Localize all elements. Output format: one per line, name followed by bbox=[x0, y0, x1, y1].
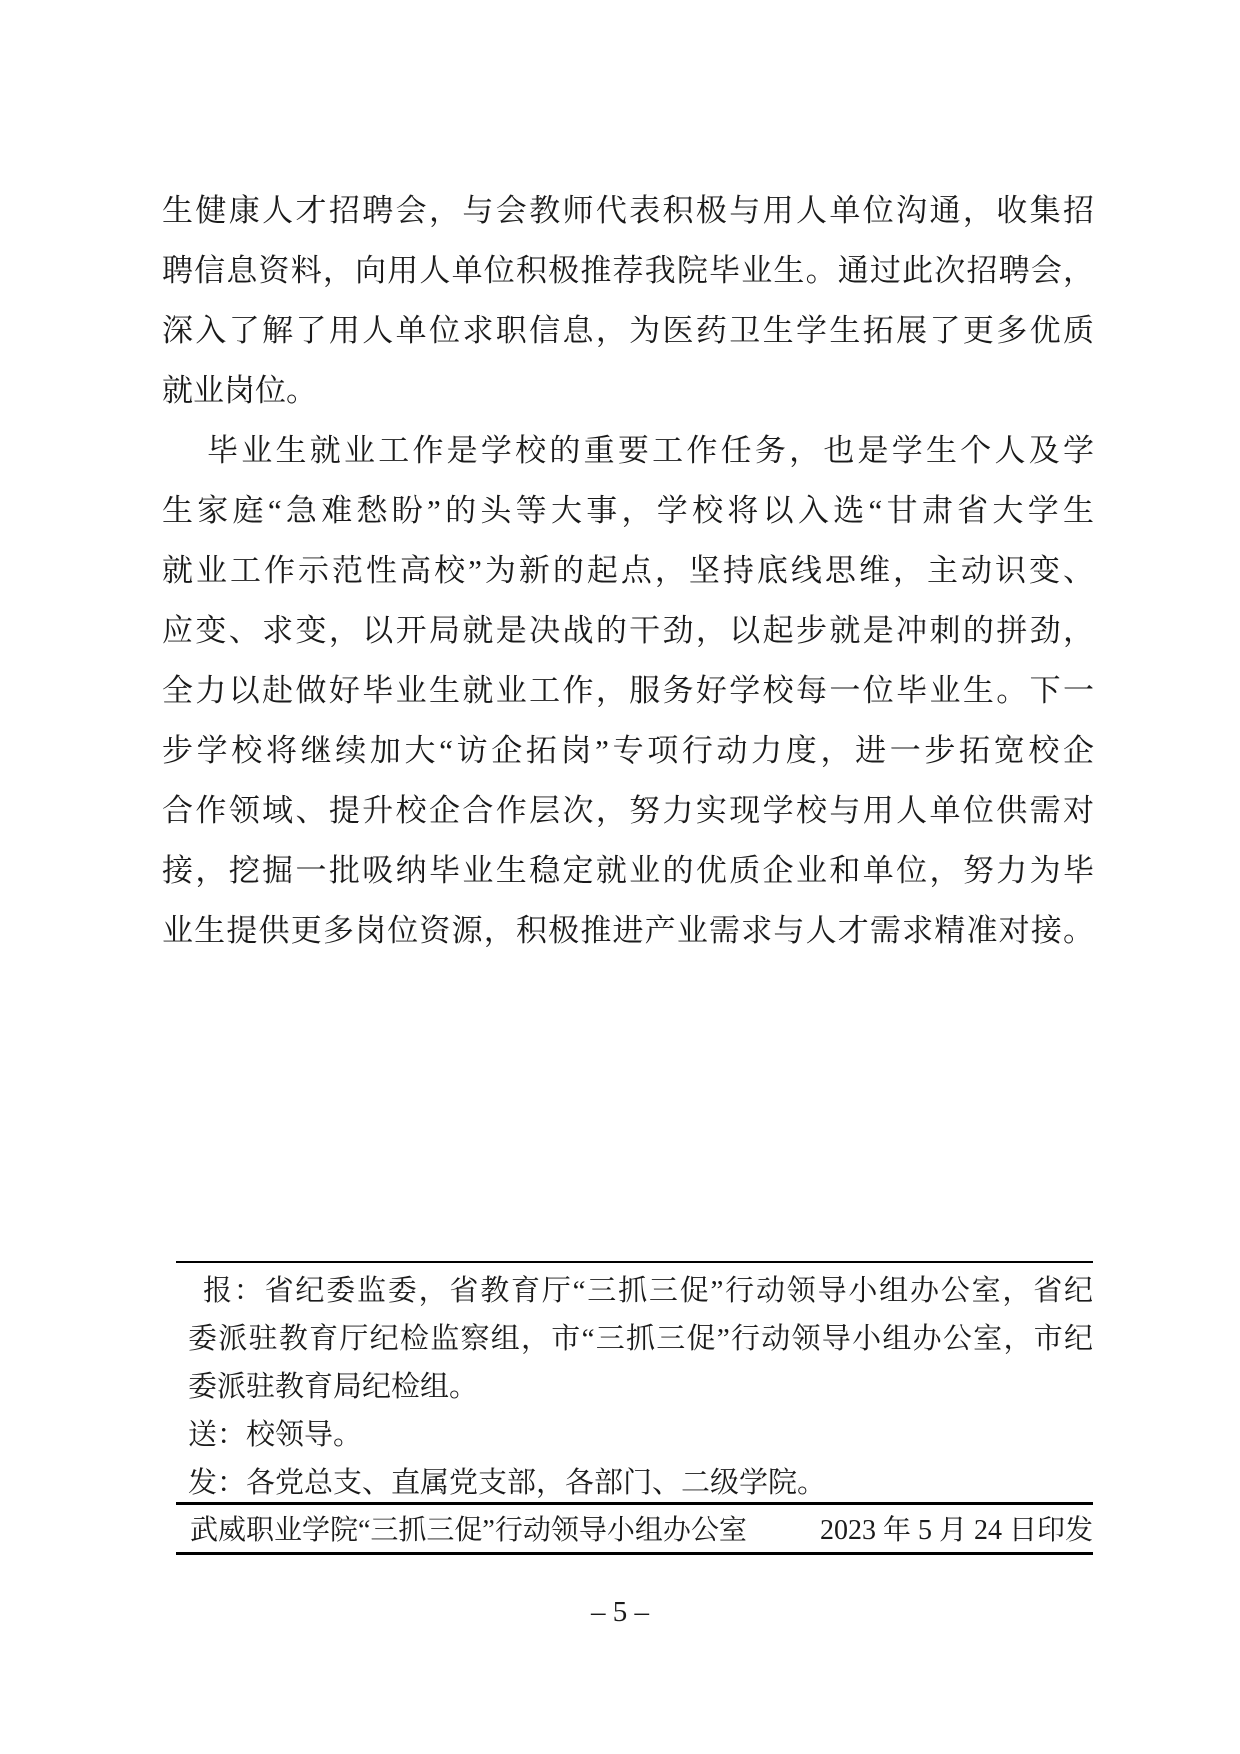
send-to-line: 送：校领导。 bbox=[188, 1419, 363, 1451]
imprint-top-rule bbox=[176, 1502, 1093, 1505]
issue-to-line: 发：各党总支、直属党支部，各部门、二级学院。 bbox=[188, 1467, 827, 1499]
body-line: 毕业生就业工作是学校的重要工作任务，也是学生个人及学 bbox=[207, 433, 1094, 468]
report-to-line: 委派驻教育厅纪检监察组，市“三抓三促”行动领导小组办公室，市纪 bbox=[188, 1323, 1093, 1355]
body-line: 接，挖掘一批吸纳毕业生稳定就业的优质企业和单位，努力为毕 bbox=[162, 853, 1094, 888]
body-line: 全力以赴做好毕业生就业工作，服务好学校每一位毕业生。下一 bbox=[162, 673, 1094, 708]
report-to-line: 报：省纪委监委，省教育厅“三抓三促”行动领导小组办公室，省纪 bbox=[203, 1275, 1093, 1307]
imprint-line bbox=[190, 1511, 1093, 1551]
body-line: 聘信息资料，向用人单位积极推荐我院毕业生。通过此次招聘会， bbox=[162, 253, 1094, 288]
page-number: – 5 – bbox=[591, 1596, 649, 1628]
body-line: 深入了解了用人单位求职信息，为医药卫生学生拓展了更多优质 bbox=[162, 313, 1094, 348]
body-line: 合作领域、提升校企合作层次，努力实现学校与用人单位供需对 bbox=[162, 793, 1094, 828]
distribution-list bbox=[188, 1267, 1093, 1507]
body-line: 生家庭“急难愁盼”的头等大事，学校将以入选“甘肃省大学生 bbox=[162, 493, 1094, 528]
body-text bbox=[162, 181, 1094, 961]
imprint-bottom-rule bbox=[176, 1552, 1093, 1555]
colophon-top-rule bbox=[176, 1261, 1093, 1263]
body-line: 业生提供更多岗位资源，积极推进产业需求与人才需求精准对接。 bbox=[162, 913, 1094, 948]
imprint-office: 武威职业学院“三抓三促”行动领导小组办公室 bbox=[190, 1515, 747, 1546]
body-line: 就业岗位。 bbox=[162, 373, 317, 408]
body-line: 步学校将继续加大“访企拓岗”专项行动力度，进一步拓宽校企 bbox=[162, 733, 1094, 768]
body-line: 应变、求变，以开局就是决战的干劲，以起步就是冲刺的拼劲， bbox=[162, 613, 1094, 648]
imprint-date: 2023 年 5 月 24 日印发 bbox=[819, 1515, 1093, 1546]
report-to-line: 委派驻教育局纪检组。 bbox=[188, 1371, 479, 1403]
body-line: 就业工作示范性高校”为新的起点，坚持底线思维，主动识变、 bbox=[162, 553, 1094, 588]
body-line: 生健康人才招聘会，与会教师代表积极与用人单位沟通，收集招 bbox=[162, 193, 1094, 228]
